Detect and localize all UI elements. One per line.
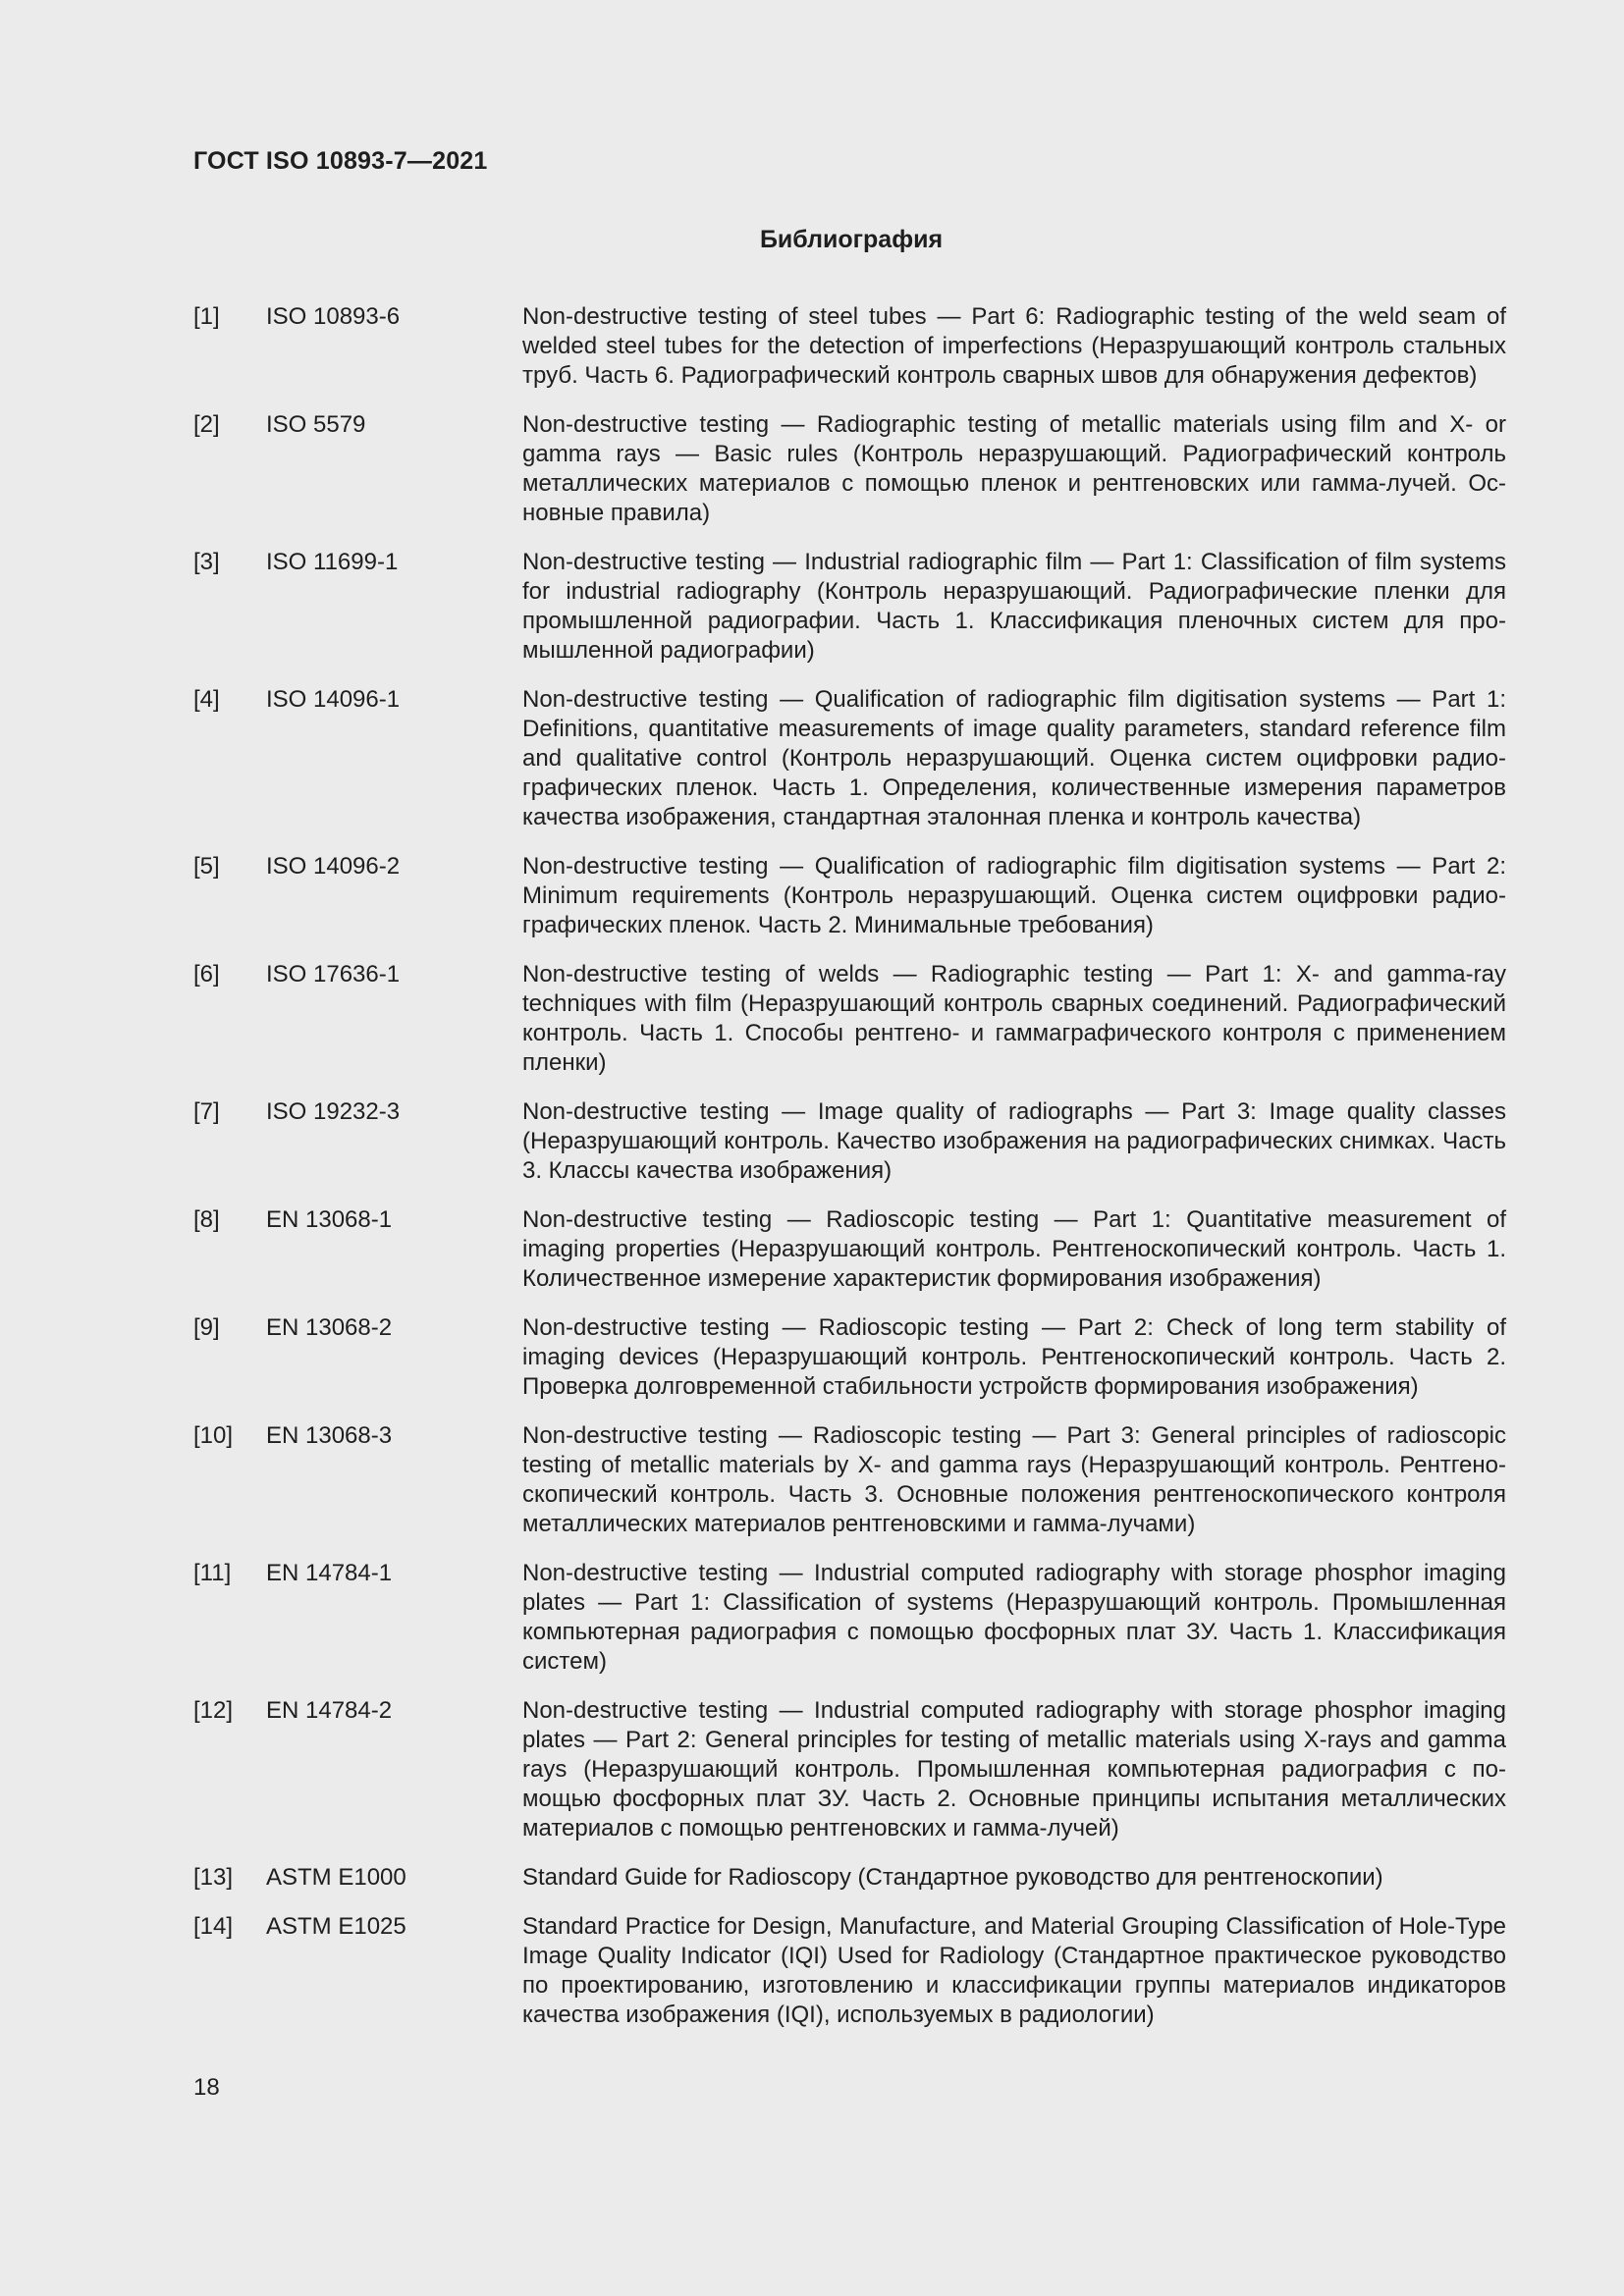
entry-number: [13] [193, 1864, 234, 1891]
entry-number: [5] [193, 853, 220, 880]
entry-description: Non-destructive testing — Radioscopic testing — Part 3: General principles of radioscopic testing of metallic materials by X- and gamma rays (Неразрушающий контроль. Рентгеноскопический контроль. Часть 3. Основные положения рентгеноскопического контроля металлических материалов рентгеновскими и гамма-лучами) [522, 1422, 1506, 1537]
bibliography-entry [193, 1205, 1506, 1294]
bibliography-entry [193, 548, 1506, 666]
entry-standard-code: ASTM E1000 [266, 1864, 406, 1891]
entry-number: [6] [193, 961, 220, 988]
bibliography-entry [193, 852, 1506, 940]
entry-description: Non-destructive testing — Industrial computed radiography with storage phosphor imaging plates — Part 2: General principles for testing of metallic materials using X-rays and gamma rays (Неразрушающий контроль. Промышленная компьютерная радиография с помощью фосфорных плат ЗУ. Часть 2. Основные принципы испытания металлических материалов с помощью рентгеновских и гамма-лучей) [522, 1697, 1506, 1842]
entry-number: [8] [193, 1206, 220, 1233]
entry-number: [11] [193, 1560, 232, 1586]
entry-description: Non-destructive testing — Radiographic testing of metallic materials using film and X- or gamma rays — Basic rules (Контроль неразрушающий. Радиографический контроль металлических материалов с помощью пленок и рентгеновских или гамма-лучей. Основные правила) [522, 411, 1506, 526]
entry-standard-code: ISO 11699-1 [266, 549, 399, 575]
entry-standard-code: ISO 5579 [266, 411, 366, 438]
bibliography-list [193, 302, 1506, 2050]
document-header: ГОСТ ISO 10893-7—2021 [193, 147, 488, 175]
entry-standard-code: ISO 14096-1 [266, 686, 401, 713]
entry-number: [4] [193, 686, 220, 713]
entry-standard-code: ISO 17636-1 [266, 961, 401, 988]
entry-standard-code: EN 14784-1 [266, 1560, 393, 1586]
entry-standard-code: EN 13068-2 [266, 1314, 393, 1341]
entry-number: [12] [193, 1697, 234, 1724]
entry-number: [10] [193, 1422, 234, 1449]
entry-number: [3] [193, 549, 220, 575]
entry-description: Non-destructive testing — Radioscopic testing — Part 1: Quantitative measurement of imaging properties (Неразрушающий контроль. Рентгеноскопический контроль. Часть 1. Количественное измерение характеристик формирования изображения) [522, 1206, 1506, 1292]
bibliography-entry [193, 1421, 1506, 1539]
entry-description: Non-destructive testing — Industrial computed radiography with storage phosphor imaging plates — Part 1: Classification of systems (Неразрушающий контроль. Промышленная компьютерная радиография с помощью фосфорных плат ЗУ. Часть 1. Классификация систем) [522, 1560, 1506, 1675]
entry-description: Non-destructive testing of welds — Radiographic testing — Part 1: X- and gamma-ray techniques with film (Неразрушающий контроль сварных соединений. Радиографический контроль. Часть 1. Способы рентгено- и гаммаграфического контроля с применением пленки) [522, 961, 1506, 1076]
page-number: 18 [193, 2074, 220, 2101]
bibliography-entry [193, 410, 1506, 528]
bibliography-entry [193, 1559, 1506, 1677]
entry-standard-code: ISO 19232-3 [266, 1098, 401, 1125]
bibliography-entry [193, 1097, 1506, 1186]
entry-number: [2] [193, 411, 220, 438]
entry-standard-code: EN 13068-1 [266, 1206, 393, 1233]
bibliography-entry [193, 1313, 1506, 1402]
bibliography-entry [193, 1912, 1506, 2030]
bibliography-entry [193, 302, 1506, 391]
entry-number: [1] [193, 303, 220, 330]
entry-description: Non-destructive testing — Qualification of radiographic film digitisation systems — Part 1: Definitions, quantitative measurements of image quality parameters, standard reference film and qualitative control (Контроль неразрушающий. Оценка систем оцифровки радиографических пленок. Часть 1. Определения, количественные измерения параметров качества изображения, стандартная эталонная пленка и контроль качества) [522, 686, 1506, 830]
bibliography-entry [193, 685, 1506, 832]
entry-description: Non-destructive testing — Qualification of radiographic film digitisation systems — Part 2: Minimum requirements (Контроль неразрушающий. Оценка систем оцифровки радиографических пленок. Часть 2. Минимальные требования) [522, 853, 1506, 938]
section-title-bibliography: Библиография [759, 226, 944, 253]
entry-number: [14] [193, 1913, 234, 1940]
entry-description: Non-destructive testing — Image quality of radiographs — Part 3: Image quality classes (Неразрушающий контроль. Качество изображения на радиографических снимках. Часть 3. Классы качества изображения) [522, 1098, 1506, 1184]
entry-description: Non-destructive testing — Radioscopic testing — Part 2: Check of long term stability of imaging devices (Неразрушающий контроль. Рентгеноскопический контроль. Часть 2. Проверка долговременной стабильности устройств формирования изображения) [522, 1314, 1506, 1400]
entry-standard-code: ISO 14096-2 [266, 853, 401, 880]
entry-description: Non-destructive testing of steel tubes — Part 6: Radiographic testing of the weld seam of welded steel tubes for the detection of imperfections (Неразрушающий контроль стальных труб. Часть 6. Радиографический контроль сварных швов для обнаружения дефектов) [522, 303, 1506, 389]
entry-standard-code: EN 14784-2 [266, 1697, 393, 1724]
entry-standard-code: ASTM E1025 [266, 1913, 406, 1940]
entry-number: [7] [193, 1098, 220, 1125]
entry-description: Standard Practice for Design, Manufacture, and Material Grouping Classification of Hole-Type Image Quality Indicator (IQI) Used for Radiology (Стандартное практическое руководство по проектированию, изготовлению и классификации группы материалов индикаторов качества изображения (IQI), используемых в радиологии) [522, 1913, 1506, 2028]
entry-standard-code: ISO 10893-6 [266, 303, 401, 330]
entry-number: [9] [193, 1314, 220, 1341]
entry-standard-code: EN 13068-3 [266, 1422, 393, 1449]
bibliography-entry [193, 1863, 1506, 1893]
bibliography-entry [193, 960, 1506, 1078]
bibliography-entry [193, 1696, 1506, 1843]
entry-description: Standard Guide for Radioscopy (Стандартное руководство для рентгеноскопии) [522, 1864, 1383, 1891]
entry-description: Non-destructive testing — Industrial radiographic film — Part 1: Classification of film systems for industrial radiography (Контроль неразрушающий. Радиографические пленки для промышленной радиографии. Часть 1. Классификация пленочных систем для промышленной радиографии) [522, 549, 1506, 664]
